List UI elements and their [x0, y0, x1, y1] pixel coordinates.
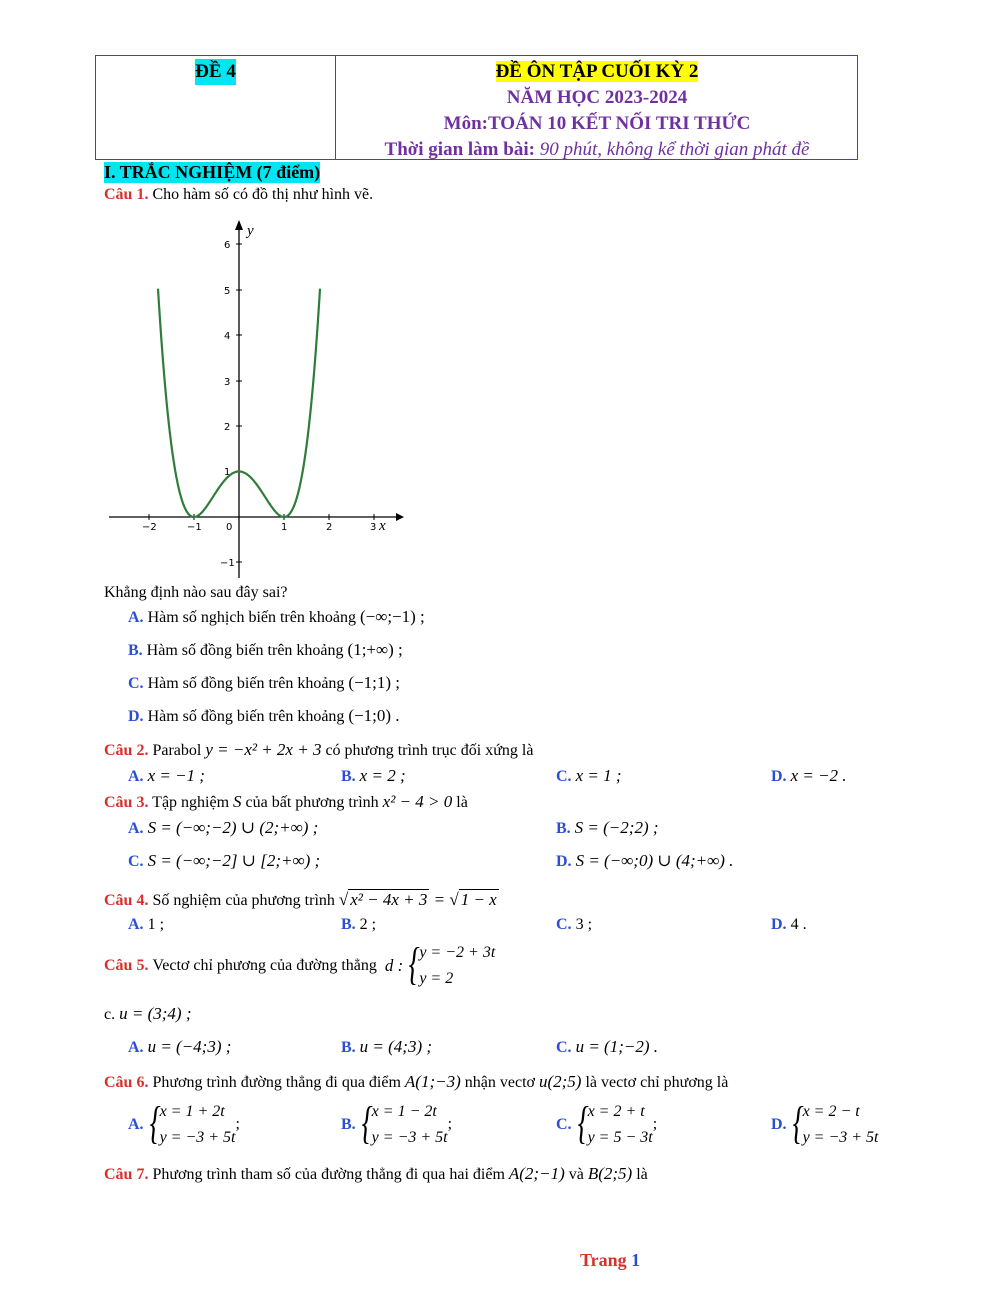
- y-tick: 4: [224, 331, 231, 342]
- school-year: NĂM HỌC 2023-2024: [506, 87, 688, 108]
- q1-option-c: C. Hàm số đồng biến trên khoảng (−1;1) ;: [128, 673, 401, 692]
- q5-option-a: A. u = (−4;3) ;: [128, 1037, 232, 1056]
- q1-option-a: A. Hàm số nghịch biến trên khoảng (−∞;−1) ;: [128, 607, 425, 626]
- q6-option-d: D. { x = 2 − t y = −3 + 5t: [771, 1099, 879, 1151]
- header-table: [95, 55, 858, 160]
- x-tick: −2: [142, 522, 157, 533]
- q4-option-d: D. 4 .: [771, 916, 807, 933]
- question-5: Câu 5. Vectơ chỉ phương của đường thẳng d : { y = −2 + 3t y = 2: [104, 940, 495, 992]
- x-axis-arrow: [396, 513, 404, 521]
- q3-option-c: C. S = (−∞;−2] ∪ [2;+∞) ;: [128, 851, 321, 870]
- y-tick: 1: [224, 467, 231, 478]
- x-tick: 1: [281, 522, 288, 533]
- x-tick: 3: [370, 522, 377, 533]
- q3-option-a: A. S = (−∞;−2) ∪ (2;+∞) ;: [128, 818, 319, 837]
- q4-option-c: C. 3 ;: [556, 916, 593, 933]
- y-tick: 5: [224, 286, 231, 297]
- y-axis-label: y: [247, 223, 254, 239]
- section-heading: I. TRẮC NGHIỆM (7 điểm): [104, 162, 321, 182]
- q6-option-c: C. { x = 2 + t y = 5 − 3t ;: [556, 1099, 657, 1151]
- y-tick: −1: [220, 558, 235, 569]
- header-left-cell: [96, 56, 336, 159]
- question-1-prompt: Khẳng định nào sau đây sai?: [104, 584, 288, 601]
- page-footer: [580, 1250, 640, 1271]
- x-tick: 0: [226, 522, 233, 533]
- q3-option-d: D. S = (−∞;0) ∪ (4;+∞) .: [556, 851, 734, 870]
- x-tick: 2: [326, 522, 333, 533]
- question-7: Câu 7. Phương trình tham số của đường thẳng đi qua hai điểm A(2;−1) và B(2;5) là: [104, 1164, 648, 1183]
- function-graph: [104, 210, 404, 580]
- q1-option-b: B. Hàm số đồng biến trên khoảng (1;+∞) ;: [128, 640, 403, 659]
- time-label: Thời gian làm bài:: [384, 139, 535, 160]
- question-label: Câu 1.: [104, 186, 149, 203]
- q6-option-b: B. { x = 1 − 2t y = −3 + 5t ;: [341, 1099, 452, 1151]
- y-tick: 3: [224, 377, 231, 388]
- question-text: Cho hàm số có đồ thị như hình vẽ.: [152, 186, 374, 203]
- question-3: Câu 3. Tập nghiệm S của bất phương trình x² − 4 > 0 là: [104, 792, 468, 811]
- subject: Môn:TOÁN 10 KẾT NỐI TRI THỨC: [443, 113, 751, 134]
- header-right-cell: [337, 56, 857, 159]
- q2-option-a: A. x = −1 ;: [128, 766, 205, 785]
- q5-option-b: B. u = (4;3) ;: [341, 1037, 433, 1056]
- q1-option-d: D. Hàm số đồng biến trên khoảng (−1;0) .: [128, 706, 400, 725]
- q6-option-a: A. { x = 1 + 2t y = −3 + 5t ;: [128, 1099, 240, 1151]
- question-2: Câu 2. Parabol y = −x² + 2x + 3 có phương trình trục đối xứng là: [104, 740, 534, 759]
- question-4: Câu 4. Số nghiệm của phương trình √ x² − 4x + 3 = √ 1 − x: [104, 890, 497, 909]
- q2-option-c: C. x = 1 ;: [556, 766, 622, 785]
- exam-number: ĐỀ 4: [195, 59, 236, 85]
- x-tick: −1: [187, 522, 202, 533]
- q5-option-c: C. u = (1;−2) .: [556, 1037, 658, 1056]
- y-tick: 2: [224, 422, 231, 433]
- q4-option-a: A. 1 ;: [128, 916, 165, 933]
- q2-option-b: B. x = 2 ;: [341, 766, 406, 785]
- y-axis-arrow: [235, 220, 243, 230]
- time-value: 90 phút, không kể thời gian phát đề: [539, 139, 810, 160]
- exam-title: ĐỀ ÔN TẬP CUỐI KỲ 2: [495, 61, 699, 82]
- q2-option-d: D. x = −2 .: [771, 766, 847, 785]
- q5-extra: c. u = (3;4) ;: [104, 1004, 192, 1023]
- question-1: [104, 186, 373, 204]
- question-6: Câu 6. Phương trình đường thẳng đi qua điểm A(1;−3) nhận vectơ u(2;5) là vectơ chỉ phương là: [104, 1072, 729, 1091]
- line-system: { y = −2 + 3t y = 2: [407, 940, 495, 992]
- x-axis-label: x: [379, 518, 386, 534]
- page-number: 1: [631, 1250, 641, 1270]
- y-tick: 6: [224, 240, 231, 251]
- footer-label: Trang: [580, 1250, 627, 1270]
- q3-option-b: B. S = (−2;2) ;: [556, 818, 659, 837]
- q4-option-b: B. 2 ;: [341, 916, 377, 933]
